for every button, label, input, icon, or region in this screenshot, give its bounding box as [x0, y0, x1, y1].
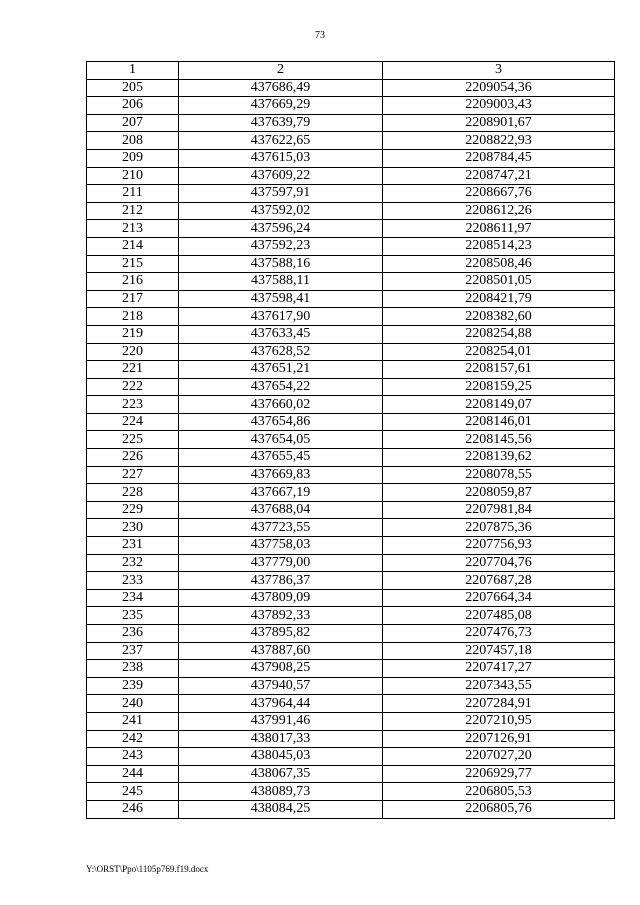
point-number-cell: 225: [87, 431, 179, 449]
x-coordinate-cell: 438067,35: [179, 765, 383, 783]
y-coordinate-cell: 2207875,36: [383, 519, 615, 537]
x-coordinate-cell: 437592,23: [179, 237, 383, 255]
column-header-x: 2: [179, 62, 383, 80]
x-coordinate-cell: 437779,00: [179, 554, 383, 572]
y-coordinate-cell: 2207027,20: [383, 748, 615, 766]
x-coordinate-cell: 437588,16: [179, 255, 383, 273]
column-header-number: 1: [87, 62, 179, 80]
x-coordinate-cell: 437588,11: [179, 273, 383, 291]
table-row: [87, 519, 615, 537]
x-coordinate-cell: 437895,82: [179, 625, 383, 643]
point-number-cell: 213: [87, 220, 179, 238]
point-number-cell: 216: [87, 273, 179, 291]
y-coordinate-cell: 2208508,46: [383, 255, 615, 273]
point-number-cell: 234: [87, 589, 179, 607]
y-coordinate-cell: 2208611,97: [383, 220, 615, 238]
point-number-cell: 207: [87, 114, 179, 132]
y-coordinate-cell: 2207981,84: [383, 501, 615, 519]
table-row: [87, 554, 615, 572]
x-coordinate-cell: 437597,91: [179, 185, 383, 203]
y-coordinate-cell: 2206929,77: [383, 765, 615, 783]
point-number-cell: 227: [87, 466, 179, 484]
x-coordinate-cell: 437628,52: [179, 343, 383, 361]
point-number-cell: 236: [87, 625, 179, 643]
point-number-cell: 219: [87, 325, 179, 343]
x-coordinate-cell: 437892,33: [179, 607, 383, 625]
point-number-cell: 237: [87, 642, 179, 660]
table-row: [87, 449, 615, 467]
y-coordinate-cell: 2207343,55: [383, 677, 615, 695]
x-coordinate-cell: 437655,45: [179, 449, 383, 467]
point-number-cell: 214: [87, 237, 179, 255]
x-coordinate-cell: 437991,46: [179, 712, 383, 730]
x-coordinate-cell: 438045,03: [179, 748, 383, 766]
table-row: [87, 695, 615, 713]
x-coordinate-cell: 437592,02: [179, 202, 383, 220]
y-coordinate-cell: 2208254,01: [383, 343, 615, 361]
table-row: [87, 501, 615, 519]
table-header: [87, 62, 615, 80]
x-coordinate-cell: 437964,44: [179, 695, 383, 713]
table-row: [87, 625, 615, 643]
table-row: [87, 79, 615, 97]
table-row: [87, 537, 615, 555]
y-coordinate-cell: 2206805,76: [383, 800, 615, 818]
y-coordinate-cell: 2207756,93: [383, 537, 615, 555]
x-coordinate-cell: 437615,03: [179, 149, 383, 167]
x-coordinate-cell: 438017,33: [179, 730, 383, 748]
y-coordinate-cell: 2208501,05: [383, 273, 615, 291]
table-row: [87, 607, 615, 625]
x-coordinate-cell: 437654,86: [179, 413, 383, 431]
y-coordinate-cell: 2207417,27: [383, 660, 615, 678]
table-row: [87, 765, 615, 783]
table-row: [87, 361, 615, 379]
point-number-cell: 241: [87, 712, 179, 730]
y-coordinate-cell: 2208157,61: [383, 361, 615, 379]
x-coordinate-cell: 437654,05: [179, 431, 383, 449]
coordinates-table: [86, 61, 615, 819]
table-row: [87, 572, 615, 590]
y-coordinate-cell: 2209054,36: [383, 79, 615, 97]
table-row: [87, 343, 615, 361]
y-coordinate-cell: 2208421,79: [383, 290, 615, 308]
y-coordinate-cell: 2208612,26: [383, 202, 615, 220]
table-row: [87, 114, 615, 132]
point-number-cell: 240: [87, 695, 179, 713]
point-number-cell: 217: [87, 290, 179, 308]
point-number-cell: 220: [87, 343, 179, 361]
table-row: [87, 642, 615, 660]
table-row: [87, 167, 615, 185]
y-coordinate-cell: 2208139,62: [383, 449, 615, 467]
point-number-cell: 246: [87, 800, 179, 818]
y-coordinate-cell: 2208382,60: [383, 308, 615, 326]
point-number-cell: 221: [87, 361, 179, 379]
y-coordinate-cell: 2208784,45: [383, 149, 615, 167]
point-number-cell: 244: [87, 765, 179, 783]
table-row: [87, 202, 615, 220]
x-coordinate-cell: 437758,03: [179, 537, 383, 555]
x-coordinate-cell: 437654,22: [179, 378, 383, 396]
y-coordinate-cell: 2208159,25: [383, 378, 615, 396]
table-row: [87, 97, 615, 115]
x-coordinate-cell: 437651,21: [179, 361, 383, 379]
point-number-cell: 224: [87, 413, 179, 431]
table-row: [87, 466, 615, 484]
table-row: [87, 237, 615, 255]
x-coordinate-cell: 437598,41: [179, 290, 383, 308]
y-coordinate-cell: 2208254,88: [383, 325, 615, 343]
x-coordinate-cell: 437723,55: [179, 519, 383, 537]
x-coordinate-cell: 438084,25: [179, 800, 383, 818]
point-number-cell: 238: [87, 660, 179, 678]
y-coordinate-cell: 2208145,56: [383, 431, 615, 449]
x-coordinate-cell: 437596,24: [179, 220, 383, 238]
point-number-cell: 222: [87, 378, 179, 396]
y-coordinate-cell: 2207476,73: [383, 625, 615, 643]
table-row: [87, 431, 615, 449]
y-coordinate-cell: 2207457,18: [383, 642, 615, 660]
table-row: [87, 308, 615, 326]
y-coordinate-cell: 2206805,53: [383, 783, 615, 801]
table-row: [87, 149, 615, 167]
y-coordinate-cell: 2208667,76: [383, 185, 615, 203]
point-number-cell: 231: [87, 537, 179, 555]
point-number-cell: 245: [87, 783, 179, 801]
point-number-cell: 233: [87, 572, 179, 590]
header-row: [87, 62, 615, 80]
x-coordinate-cell: 437660,02: [179, 396, 383, 414]
y-coordinate-cell: 2207687,28: [383, 572, 615, 590]
point-number-cell: 212: [87, 202, 179, 220]
point-number-cell: 205: [87, 79, 179, 97]
table-row: [87, 660, 615, 678]
table-row: [87, 484, 615, 502]
table-row: [87, 220, 615, 238]
y-coordinate-cell: 2207664,34: [383, 589, 615, 607]
point-number-cell: 208: [87, 132, 179, 150]
table-row: [87, 273, 615, 291]
table-row: [87, 290, 615, 308]
point-number-cell: 211: [87, 185, 179, 203]
point-number-cell: 242: [87, 730, 179, 748]
point-number-cell: 243: [87, 748, 179, 766]
point-number-cell: 218: [87, 308, 179, 326]
x-coordinate-cell: 437809,09: [179, 589, 383, 607]
point-number-cell: 228: [87, 484, 179, 502]
y-coordinate-cell: 2208747,21: [383, 167, 615, 185]
table-row: [87, 677, 615, 695]
column-header-y: 3: [383, 62, 615, 80]
page-number: 73: [315, 30, 325, 41]
y-coordinate-cell: 2209003,43: [383, 97, 615, 115]
table-row: [87, 589, 615, 607]
x-coordinate-cell: 437908,25: [179, 660, 383, 678]
x-coordinate-cell: 437686,49: [179, 79, 383, 97]
y-coordinate-cell: 2208078,55: [383, 466, 615, 484]
y-coordinate-cell: 2208901,67: [383, 114, 615, 132]
x-coordinate-cell: 437639,79: [179, 114, 383, 132]
table-row: [87, 185, 615, 203]
x-coordinate-cell: 437940,57: [179, 677, 383, 695]
y-coordinate-cell: 2207284,91: [383, 695, 615, 713]
x-coordinate-cell: 437669,83: [179, 466, 383, 484]
x-coordinate-cell: 438089,73: [179, 783, 383, 801]
y-coordinate-cell: 2208514,23: [383, 237, 615, 255]
table-row: [87, 325, 615, 343]
footer-file-path: Y:\ORST\Ppo\1105p769.f19.docx: [86, 864, 209, 874]
x-coordinate-cell: 437667,19: [179, 484, 383, 502]
point-number-cell: 223: [87, 396, 179, 414]
x-coordinate-cell: 437617,90: [179, 308, 383, 326]
y-coordinate-cell: 2207210,95: [383, 712, 615, 730]
point-number-cell: 239: [87, 677, 179, 695]
x-coordinate-cell: 437633,45: [179, 325, 383, 343]
table-row: [87, 413, 615, 431]
point-number-cell: 210: [87, 167, 179, 185]
point-number-cell: 230: [87, 519, 179, 537]
table-row: [87, 378, 615, 396]
table-row: [87, 255, 615, 273]
y-coordinate-cell: 2207126,91: [383, 730, 615, 748]
y-coordinate-cell: 2208059,87: [383, 484, 615, 502]
y-coordinate-cell: 2208146,01: [383, 413, 615, 431]
point-number-cell: 206: [87, 97, 179, 115]
point-number-cell: 229: [87, 501, 179, 519]
y-coordinate-cell: 2208149,07: [383, 396, 615, 414]
table-row: [87, 132, 615, 150]
y-coordinate-cell: 2207485,08: [383, 607, 615, 625]
table-body: [87, 79, 615, 818]
point-number-cell: 209: [87, 149, 179, 167]
x-coordinate-cell: 437786,37: [179, 572, 383, 590]
point-number-cell: 235: [87, 607, 179, 625]
x-coordinate-cell: 437669,29: [179, 97, 383, 115]
y-coordinate-cell: 2207704,76: [383, 554, 615, 572]
table-row: [87, 748, 615, 766]
x-coordinate-cell: 437609,22: [179, 167, 383, 185]
x-coordinate-cell: 437688,04: [179, 501, 383, 519]
table-row: [87, 800, 615, 818]
point-number-cell: 215: [87, 255, 179, 273]
table-row: [87, 783, 615, 801]
table-row: [87, 396, 615, 414]
table-row: [87, 712, 615, 730]
y-coordinate-cell: 2208822,93: [383, 132, 615, 150]
x-coordinate-cell: 437622,65: [179, 132, 383, 150]
x-coordinate-cell: 437887,60: [179, 642, 383, 660]
point-number-cell: 232: [87, 554, 179, 572]
point-number-cell: 226: [87, 449, 179, 467]
table-row: [87, 730, 615, 748]
